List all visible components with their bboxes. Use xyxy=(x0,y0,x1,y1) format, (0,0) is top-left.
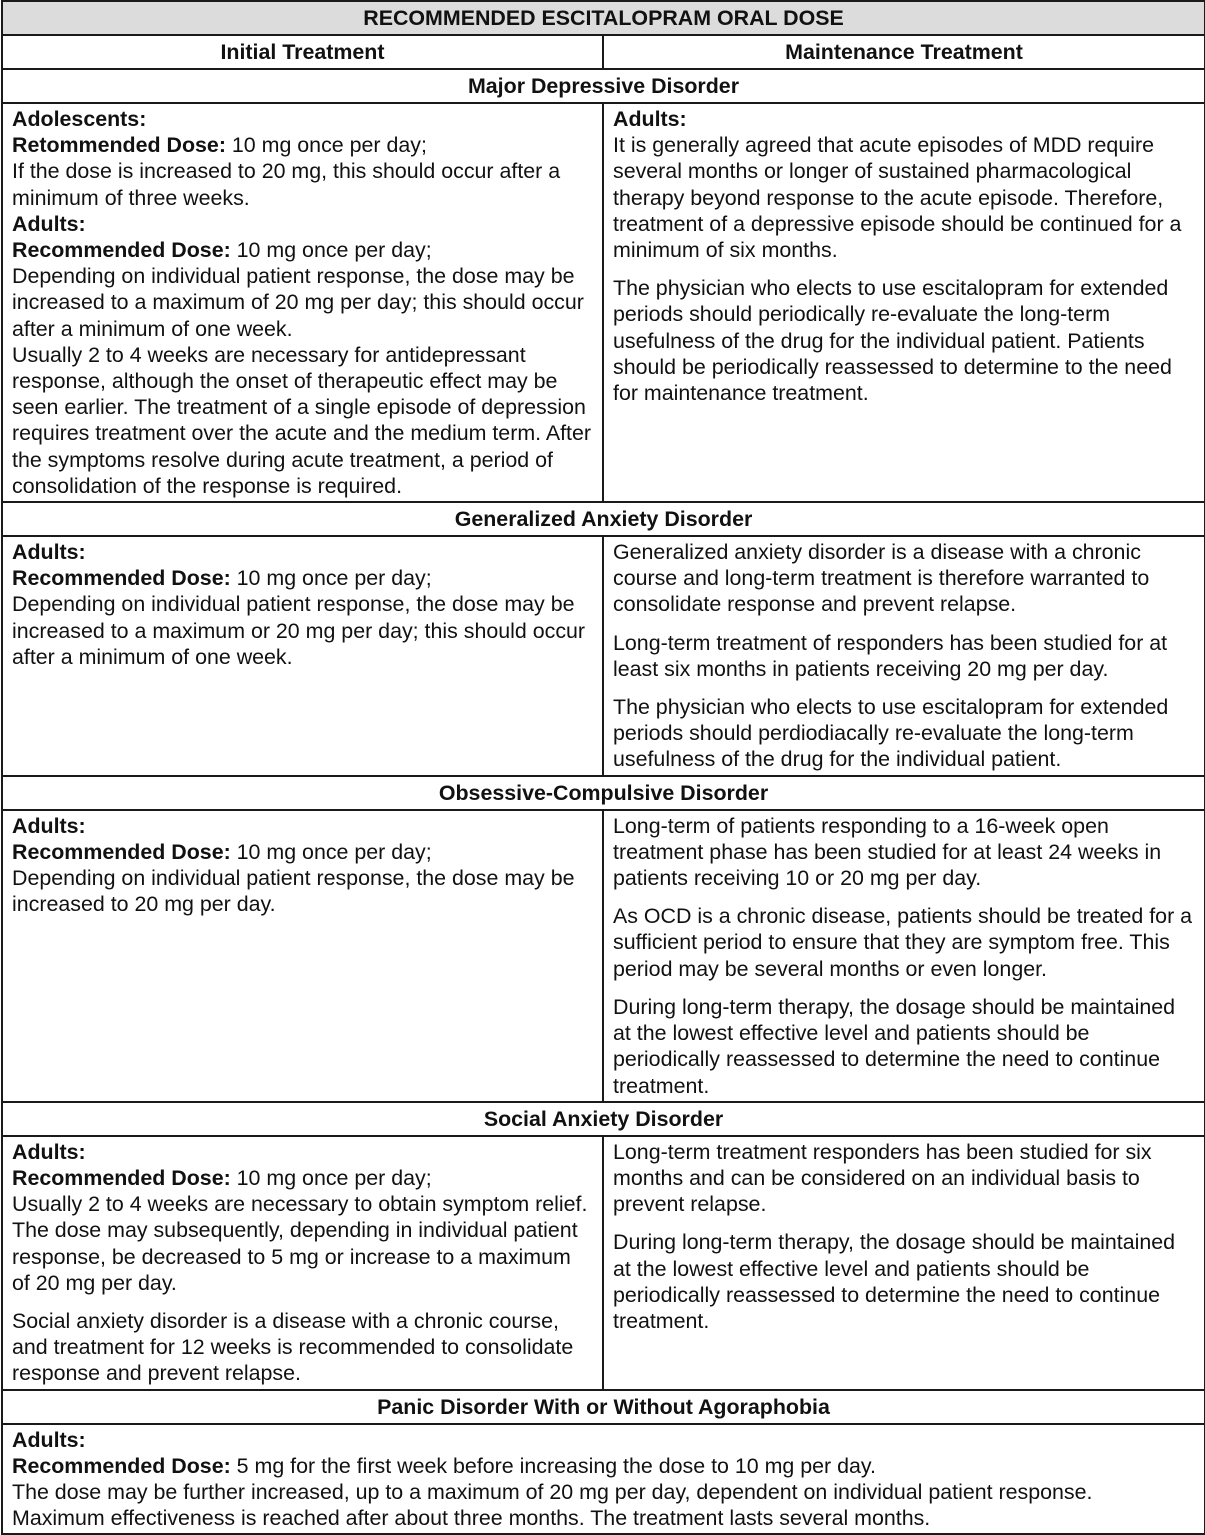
adult-text: The dose may be further increased, up to a maximum of 20 mg per day, dependent on individual patient response. xyxy=(12,1479,1093,1504)
content-row-mdd xyxy=(2,103,1205,502)
section-heading-gad: Generalized Anxiety Disorder xyxy=(2,502,1205,536)
adult-dose-line xyxy=(12,839,593,865)
adults-label: Adults: xyxy=(613,107,687,131)
sad-maintenance-cell xyxy=(603,1136,1205,1390)
maintenance-paragraph: Long-term treatment responders has been studied for six months and can be considered on an individual basis to prevent relapse. xyxy=(613,1139,1152,1217)
gad-initial-cell xyxy=(2,536,603,776)
section-row-gad xyxy=(2,502,1205,536)
adolescent-text: If the dose is increased to 20 mg, this should occur after a minimum of three weeks. xyxy=(12,159,561,210)
adult-text: Depending on individual patient response, the dose may be increased to a maximum of 20 mg per day; this should occur after a minimum of one week. xyxy=(12,264,584,341)
maintenance-paragraph: It is generally agreed that acute episodes of MDD require several months or longer of sustained pharmacological therapy beyond response to the acute episode. Therefore, treatment of a depressive episode should be continued for a minimum of six months. xyxy=(613,133,1182,263)
gad-maintenance-cell xyxy=(603,536,1205,776)
content-row-gad xyxy=(2,536,1205,776)
content-row-sad xyxy=(2,1136,1205,1390)
adult-text: Maximum effectiveness is reached after about three months. The treatment lasts several months. xyxy=(12,1506,931,1531)
ocd-initial-cell xyxy=(2,810,603,1102)
dose-label: Recommended Dose: xyxy=(12,238,231,263)
mdd-maintenance-cell xyxy=(603,103,1205,502)
table-title-row xyxy=(2,1,1205,35)
adult-dose-line xyxy=(12,237,593,263)
column-header-row xyxy=(2,35,1205,69)
dose-value: 10 mg once per day; xyxy=(230,566,432,591)
maintenance-paragraph: As OCD is a chronic disease, patients should be treated for a sufficient period to ensure that they are symptom free. This period may be several months or even longer. xyxy=(613,904,1193,981)
adult-text: Depending on individual patient response, the dose may be increased to a maximum or 20 mg per day; this should occur after a minimum of one week. xyxy=(12,592,586,669)
dose-label: Recommended Dose: xyxy=(12,566,231,591)
maintenance-paragraph: Long-term treatment of responders has been studied for at least six months in patients receiving 20 mg per day. xyxy=(613,630,1168,681)
panic-cell xyxy=(2,1424,1205,1535)
dose-value: 10 mg once per day; xyxy=(230,839,432,864)
adults-label: Adults: xyxy=(12,1139,86,1164)
dose-label: Recommended Dose: xyxy=(12,839,231,864)
adult-dose-line xyxy=(12,1453,1195,1479)
adult-text: Usually 2 to 4 weeks are necessary for antidepressant response, although the onset of therapeutic effect may be seen earlier. The treatment of a single episode of depression requires treatment over the acute and the medium term. After the symptoms resolve during acute treatment, a period of consolidation of the response is required. xyxy=(12,342,592,498)
content-row-ocd xyxy=(2,810,1205,1102)
adult-text: Usually 2 to 4 weeks are necessary to obtain symptom relief. The dose may subsequently, depending in individual patient response, be decreased to 5 mg or increase to a maximum of 20 mg per day. xyxy=(12,1192,588,1295)
adult-dose-line xyxy=(12,565,593,591)
adults-label: Adults: xyxy=(12,211,86,236)
section-heading-sad: Social Anxiety Disorder xyxy=(2,1102,1205,1136)
section-heading-ocd: Obsessive-Compulsive Disorder xyxy=(2,776,1205,810)
section-row-panic xyxy=(2,1390,1205,1424)
dose-label: Recommended Dose: xyxy=(12,1453,231,1478)
mdd-initial-cell xyxy=(2,103,603,502)
adults-label: Adults: xyxy=(12,813,86,838)
dose-value: 10 mg once per day; xyxy=(230,1165,432,1190)
maintenance-paragraph: The physician who elects to use escitalopram for extended periods should periodically re-evaluate the long-term usefulness of the drug for the individual patient. Patients should be periodically reassessed to determine to the need for maintenance treatment. xyxy=(613,276,1172,406)
dose-value: 10 mg once per day; xyxy=(230,238,432,263)
section-heading-panic: Panic Disorder With or Without Agoraphobia xyxy=(2,1390,1205,1424)
dose-value: 5 mg for the first week before increasing the dose to 10 mg per day. xyxy=(230,1453,876,1478)
sad-initial-cell xyxy=(2,1136,603,1390)
section-heading-mdd: Major Depressive Disorder xyxy=(2,69,1205,103)
dose-label: Recommended Dose: xyxy=(12,1165,231,1190)
maintenance-paragraph: The physician who elects to use escitalopram for extended periods should perdiodiacally re-evaluate the long-term usefulness of the drug for the individual patient. xyxy=(613,695,1169,772)
maintenance-paragraph: Generalized anxiety disorder is a disease with a chronic course and long-term treatment is therefore warranted to consolidate response and prevent relapse. xyxy=(613,540,1150,617)
ocd-maintenance-cell xyxy=(603,810,1205,1102)
section-row-mdd xyxy=(2,69,1205,103)
section-row-ocd xyxy=(2,776,1205,810)
adolescent-dose-line xyxy=(12,132,593,158)
maintenance-paragraph: During long-term therapy, the dosage should be maintained at the lowest effective level and patients should be periodically reassessed to determine the need to continue treatment. xyxy=(613,994,1176,1098)
maintenance-paragraph: Long-term of patients responding to a 16-week open treatment phase has been studied for at least 24 weeks in patients receiving 10 or 20 mg per day. xyxy=(613,813,1162,891)
adults-label: Adults: xyxy=(12,540,86,565)
column-header-maintenance: Maintenance Treatment xyxy=(603,35,1205,69)
table-title: RECOMMENDED ESCITALOPRAM ORAL DOSE xyxy=(2,1,1205,35)
content-row-panic xyxy=(2,1424,1205,1535)
adults-label: Adults: xyxy=(12,1427,86,1452)
maintenance-paragraph: During long-term therapy, the dosage should be maintained at the lowest effective level and patients should be periodically reassessed to determine the need to continue treatment. xyxy=(613,1230,1176,1333)
adolescents-label: Adolescents: xyxy=(12,107,147,131)
adult-text: Social anxiety disorder is a disease with a chronic course, and treatment for 12 weeks is recommended to consolidate response and prevent relapse. xyxy=(12,1308,574,1386)
escitalopram-dose-table xyxy=(1,0,1205,1535)
column-header-initial: Initial Treatment xyxy=(2,35,603,69)
dose-value: 10 mg once per day; xyxy=(225,133,427,158)
adult-text: Depending on individual patient response, the dose may be increased to 20 mg per day. xyxy=(12,866,575,917)
dose-label: Retommended Dose: xyxy=(12,133,226,158)
adult-dose-line xyxy=(12,1165,593,1191)
section-row-sad xyxy=(2,1102,1205,1136)
